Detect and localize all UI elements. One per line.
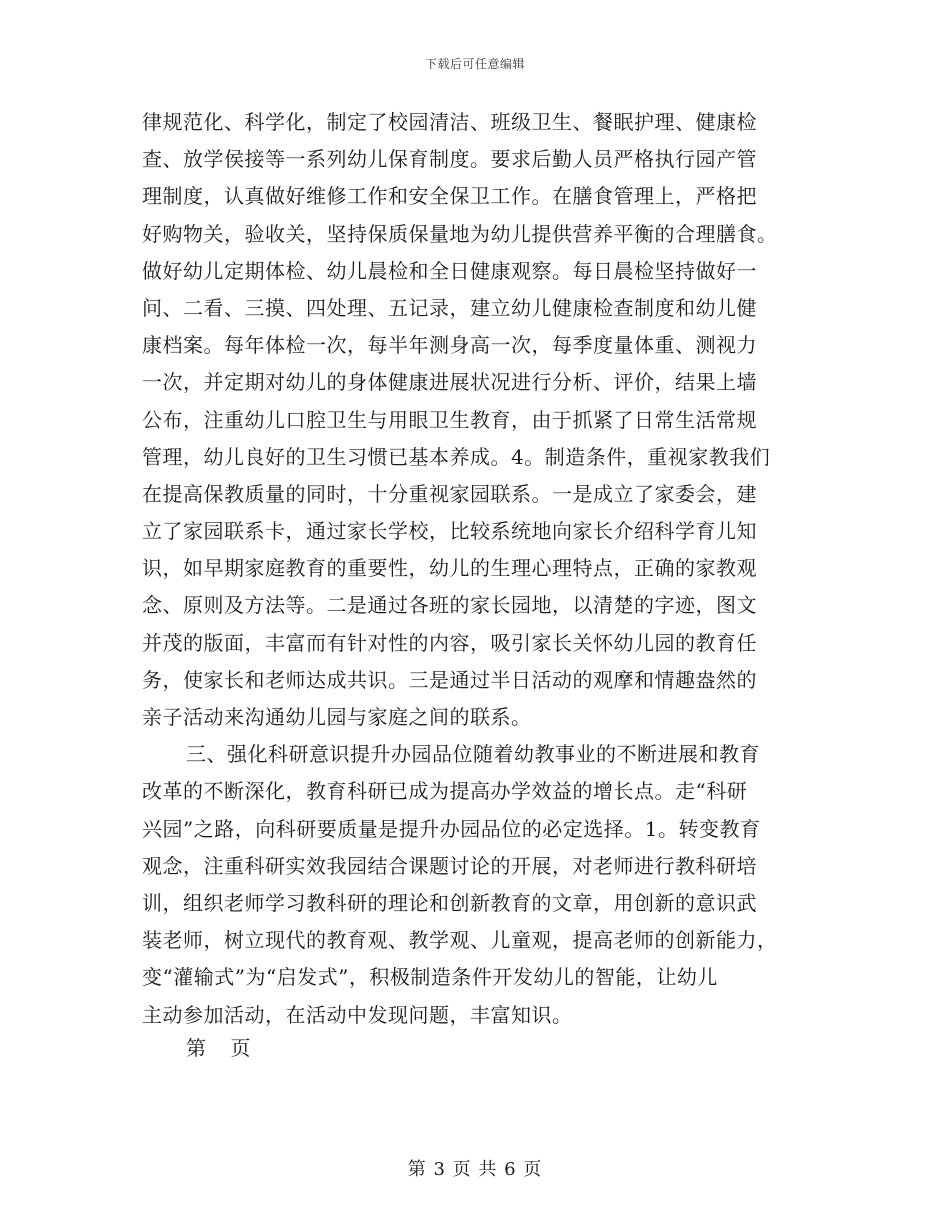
page-footer: 第 3 页 共 6 页 [407, 1159, 543, 1180]
page-mark [186, 1032, 251, 1061]
text-line: 观念，注重科研实效我园结合课题讨论的开展，对老师进行教科研培 [142, 853, 757, 878]
text-line: 兴园”之路，向科研要质量是提升办园品位的必定选择。1。转变教育 [142, 816, 761, 841]
text-line: 公布，注重幼儿口腔卫生与用眼卫生教育，由于抓紧了日常生活常规 [142, 407, 757, 432]
header-note: 下载后可任意编辑 [424, 57, 525, 71]
text-line: 亲子活动来沟通幼儿园与家庭之间的联系。 [142, 705, 532, 729]
text-line: 康档案。每年体检一次，每半年测身高一次，每季度量体重、测视力 [142, 333, 757, 358]
text-line: 立了家园联系卡，通过家长学校，比较系统地向家长介绍科学育儿知 [142, 519, 757, 544]
text-line: 问、二看、三摸、四处理、五记录，建立幼儿健康检查制度和幼儿健 [142, 295, 757, 320]
text-line: 理制度，认真做好维修工作和安全保卫工作。在膳食管理上，严格把 [142, 184, 757, 209]
page-mark-left: 第 [186, 1036, 207, 1060]
document-body [142, 104, 810, 1034]
text-line: 变“灌输式”为“启发式”，积极制造条件开发幼儿的智能，让幼儿 [142, 965, 718, 990]
text-line: 念、原则及方法等。二是通过各班的家长园地，以清楚的字迹，图文 [142, 593, 757, 618]
text-line: 务，使家长和老师达成共识。三是通过半日活动的观摩和情趣盎然的 [142, 667, 757, 692]
text-line: 管理，幼儿良好的卫生习惯已基本养成。4。制造条件，重视家教我们 [142, 444, 771, 469]
text-line: 查、放学侯接等一系列幼儿保育制度。要求后勤人员严格执行园产管 [142, 147, 757, 172]
text-line: 在提高保教质量的同时，十分重视家园联系。一是成立了家委会，建 [142, 481, 757, 506]
text-line: 训，组织老师学习教科研的理论和创新教育的文章，用创新的意识武 [142, 890, 757, 915]
text-line: 识，如早期家庭教育的重要性，幼儿的生理心理特点，正确的家教观 [142, 556, 757, 581]
text-line: 律规范化、科学化，制定了校园清洁、班级卫生、餐眠护理、健康检 [142, 110, 757, 134]
text-line: 好购物关，验收关，坚持保质保量地为幼儿提供营养平衡的合理膳食。 [142, 221, 778, 246]
text-line: 一次，并定期对幼儿的身体健康进展状况进行分析、评价，结果上墙 [142, 370, 757, 395]
text-line: 并茂的版面，丰富而有针对性的内容，吸引家长关怀幼儿园的教育任 [142, 630, 757, 655]
text-line: 装老师，树立现代的教育观、教学观、儿童观，提高老师的创新能力， [142, 928, 778, 953]
text-line: 改革的不断深化，教育科研已成为提高办学效益的增长点。走“科研 [142, 779, 748, 804]
text-line: 做好幼儿定期体检、幼儿晨检和全日健康观察。每日晨检坚持做好一 [142, 258, 757, 283]
text-line: 主动参加活动，在活动中发现问题，丰富知识。 [142, 1002, 573, 1027]
page-mark-right: 页 [230, 1036, 251, 1060]
section-heading-line: 三、强化科研意识提升办园品位随着幼教事业的不断进展和教育 [186, 742, 760, 767]
